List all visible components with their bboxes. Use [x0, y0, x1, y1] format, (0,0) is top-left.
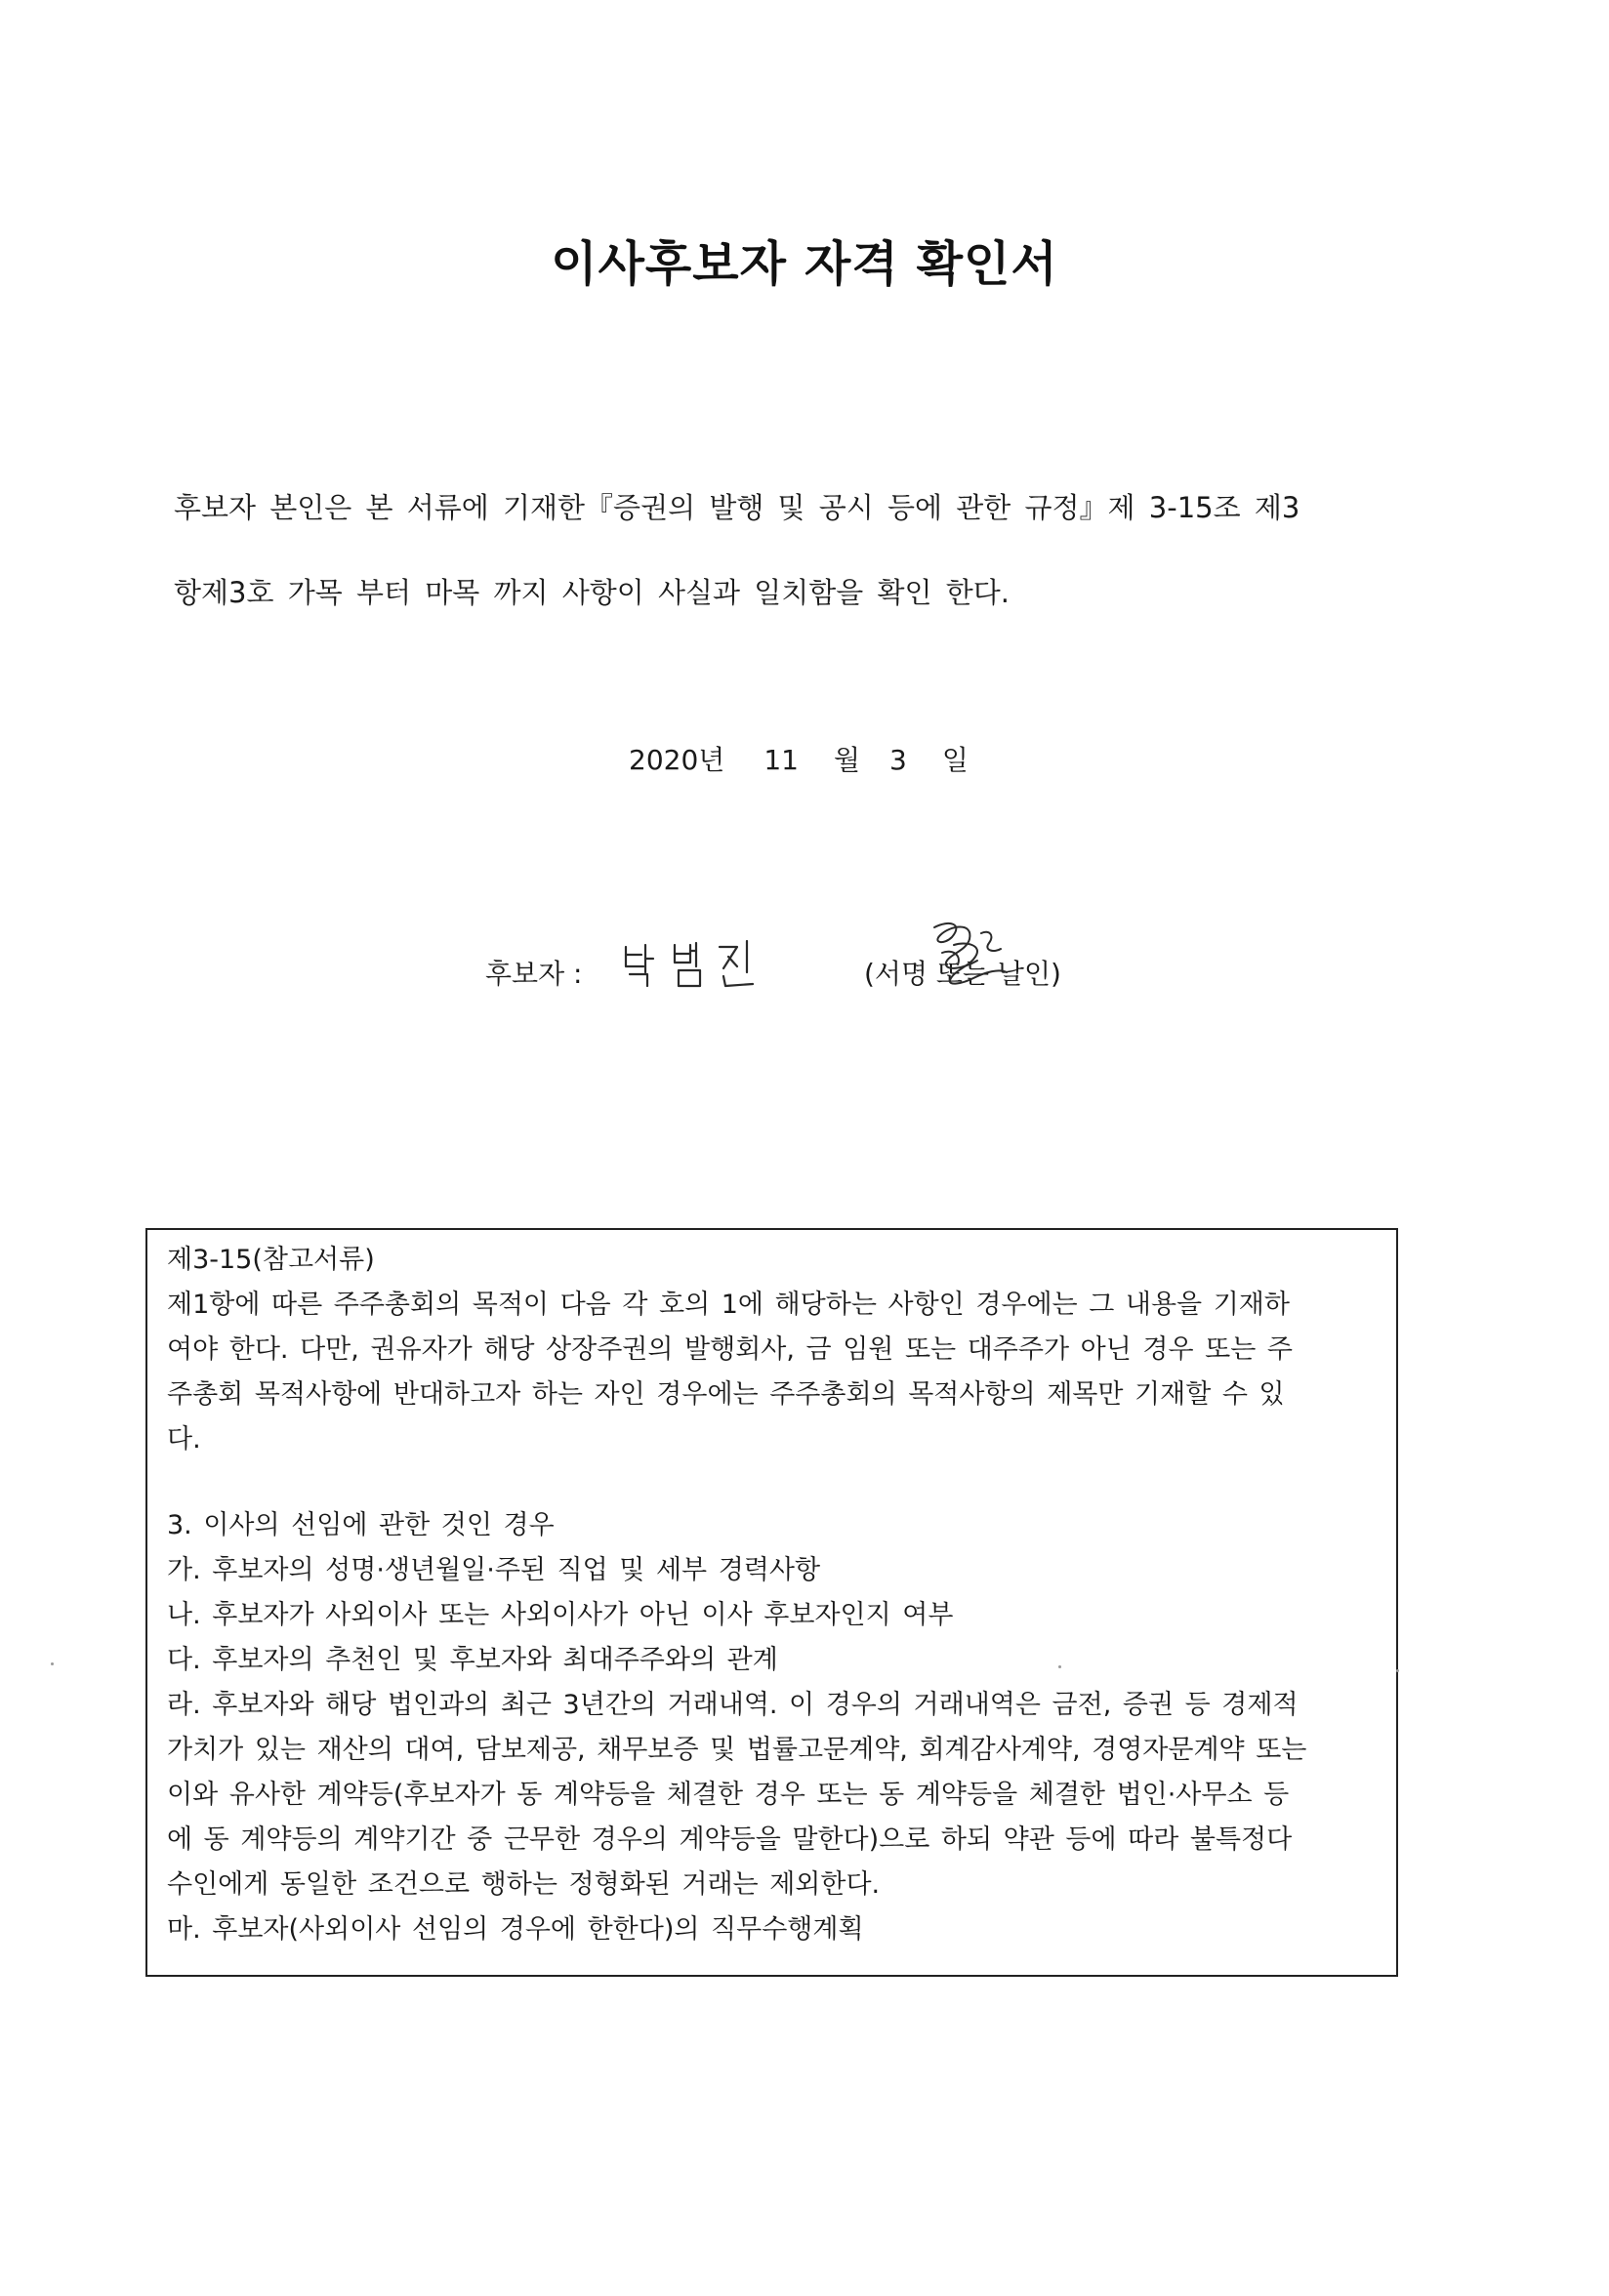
reference-item: 에 동 계약등의 계약기간 중 근무한 경우의 계약등을 말한다)으로 하되 약관 등에 따라 불특정다 [167, 1824, 1293, 1855]
statement-line-2: 항제3호 가목 부터 마목 까지 사항이 사실과 일치함을 확인 한다. [174, 576, 1010, 609]
reference-heading: 제3-15(참고서류) [167, 1245, 375, 1275]
item3-heading: 3. 이사의 선임에 관한 것인 경우 [167, 1510, 555, 1540]
reference-item: 수인에게 동일한 조건으로 행하는 정형화된 거래는 제외한다. [167, 1869, 881, 1900]
date-year: 2020년 [629, 744, 725, 776]
statement-line-1: 후보자 본인은 본 서류에 기재한『증권의 발행 및 공시 등에 관한 규정』제 3-15조 제3 [174, 491, 1300, 524]
reference-item: 라. 후보자와 해당 법인과의 최근 3년간의 거래내역. 이 경우의 거래내역은 금전, 증권 등 경제적 [167, 1690, 1299, 1720]
sign-or-seal-note: (서명 또는 날인) [864, 958, 1061, 990]
reference-item: 나. 후보자가 사외이사 또는 사외이사가 아닌 이사 후보자인지 여부 [167, 1600, 954, 1630]
date-month: 11 [763, 744, 799, 776]
scan-speck [1058, 1665, 1061, 1668]
reference-paragraph-line: 주총회 목적사항에 반대하고자 하는 자인 경우에는 주주총회의 목적사항의 제목만 기재할 수 있 [167, 1379, 1285, 1410]
reference-item: 가. 후보자의 성명·생년월일·주된 직업 및 세부 경력사항 [167, 1555, 821, 1585]
signature-row [485, 945, 1169, 1004]
reference-regulation-box [145, 1228, 1398, 1977]
scan-speck [51, 1662, 54, 1665]
reference-item: 다. 후보자의 추천인 및 후보자와 최대주주와의 관계 [167, 1645, 778, 1675]
reference-item: 이와 유사한 계약등(후보자가 동 계약등을 체결한 경우 또는 동 계약등을 체결한 법인·사무소 등 [167, 1780, 1290, 1810]
date-day: 3 [889, 744, 907, 776]
reference-paragraph-line: 다. [167, 1424, 201, 1455]
reference-item: 가치가 있는 재산의 대여, 담보제공, 채무보증 및 법률고문계약, 회계감사계약, 경영자문계약 또는 [167, 1735, 1307, 1765]
blank-spacer [167, 1462, 1381, 1503]
confirmation-statement [174, 488, 1443, 612]
candidate-label: 후보자 : [485, 958, 583, 990]
scan-speck [1396, 1669, 1399, 1672]
date-day-unit: 일 [941, 744, 969, 776]
document-title: 이사후보자 자격 확인서 [551, 236, 1058, 292]
reference-item: 마. 후보자(사외이사 선임의 경우에 한한다)의 직무수행계획 [167, 1914, 864, 1945]
reference-paragraph-line: 여야 한다. 다만, 권유자가 해당 상장주권의 발행회사, 금 임원 또는 대주주가 아닌 경우 또는 주 [167, 1334, 1293, 1365]
handwritten-name-signature [618, 933, 764, 992]
document-date [629, 739, 969, 778]
date-month-unit: 월 [833, 744, 861, 776]
signature-scribble [905, 916, 1022, 994]
reference-paragraph-line: 제1항에 따른 주주총회의 목적이 다음 각 호의 1에 해당하는 사항인 경우에는 그 내용을 기재하 [167, 1290, 1290, 1320]
